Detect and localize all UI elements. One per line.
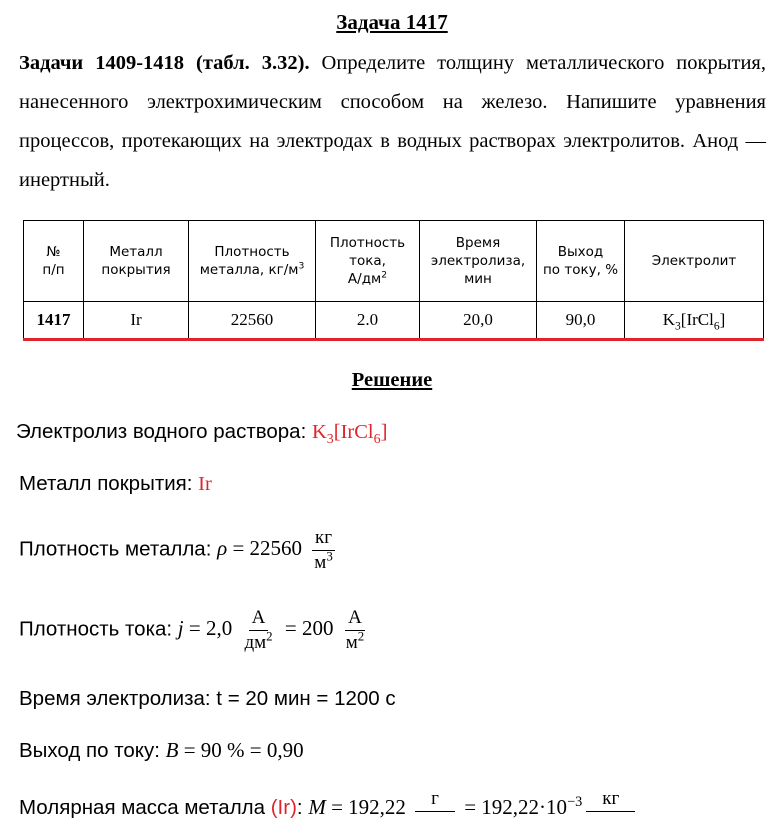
current-unit-1: $\frac{А}{дм^2}$ xyxy=(244,607,273,653)
data-table xyxy=(23,220,764,341)
metal-line: Металл покрытия: Ir xyxy=(19,472,212,495)
cell-current-density: 2.0 xyxy=(316,302,420,340)
header-time: Время электролиза, мин xyxy=(420,221,537,302)
solution-title: Решение xyxy=(351,369,433,391)
table-row xyxy=(24,302,764,340)
cell-time: 20,0 xyxy=(420,302,537,340)
header-electrolyte: Электролит xyxy=(625,221,764,302)
yield-line: Выход по току: B = 90 % = 0,90 xyxy=(19,738,304,762)
density-unit: $\frac{кг}{м^3}$ xyxy=(311,527,335,574)
molar-unit-2: кг xyxy=(586,788,635,835)
current-unit-2: $\frac{А}{м^2}$ xyxy=(345,607,365,653)
cell-density: 22560 xyxy=(189,302,316,340)
molar-formula: M = 192,22 г = $192,22\cdot 10^{-3}$ кг xyxy=(308,795,639,819)
header-num: № п/п xyxy=(24,221,84,302)
density-line: Плотность металла: ρ = 22560 $\frac{кг}{м^3}$ xyxy=(19,527,340,574)
cell-num: 1417 xyxy=(24,302,84,340)
problem-statement xyxy=(19,44,766,200)
cell-electrolyte: $K_3[IrCl_6]$ xyxy=(625,302,764,340)
metal-value: Ir xyxy=(198,473,212,495)
current-density-line: Плотность тока: j = 2,0 $\frac{А}{дм^2}$ = 200 $\frac{А}{м^2}$ xyxy=(19,607,371,654)
header-metal: Металл покрытия xyxy=(84,221,189,302)
page-title: Задача 1417 xyxy=(336,10,448,34)
cell-yield: 90,0 xyxy=(537,302,625,340)
molar-metal: (Ir) xyxy=(270,796,297,819)
time-line: Время электролиза: t = 20 мин = 1200 с xyxy=(19,687,396,710)
molar-unit-1: г xyxy=(415,788,455,835)
cell-metal: Ir xyxy=(84,302,189,340)
current-formula: j = 2,0 $\frac{А}{дм^2}$ = 200 $\frac{А}{м^2}$ xyxy=(178,616,371,640)
header-density: Плотность металла, $кг/м^3$ xyxy=(189,221,316,302)
header-current-density: Плотность тока, $А/дм^2$ xyxy=(316,221,420,302)
problem-lead: Задачи 1409-1418 (табл. 3.32). xyxy=(19,52,310,74)
density-formula: ρ = 22560 $\frac{кг}{м^3}$ xyxy=(217,536,340,560)
electrolyte-formula: $K_3[IrCl_6]$ xyxy=(311,421,388,448)
molar-mass-line: Молярная масса металла (Ir): M = 192,22 г = $192,22\cdot 10^{-3}$ кг xyxy=(19,795,639,835)
electrolysis-line: Электролиз водного раствора: $K_3[IrCl_6]$ xyxy=(16,420,388,448)
yield-formula: B = 90 % = 0,90 xyxy=(165,738,304,762)
problem-text: Определите толщину металлического покрытия, нанесенного электрохимическим способом на железо. Напишите уравнения процессов, протекающих на электродах в водных растворах электролитов. Анод — инертный. xyxy=(19,52,766,191)
table-header-row xyxy=(24,221,764,302)
time-value: t = 20 мин = 1200 с xyxy=(216,687,396,710)
header-yield: Выход по току, % xyxy=(537,221,625,302)
